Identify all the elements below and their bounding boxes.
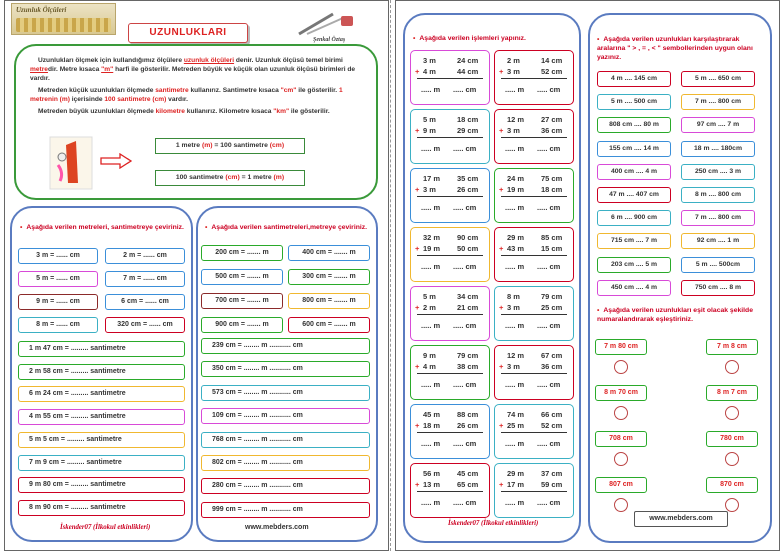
compare-instruction: • Aşağıda verilen uzunlukları karşılaştırarak aralarına " > , = , < " sembollerinden uygun olanı yazınız. <box>597 36 753 61</box>
match-right-item: 8 m 7 cm <box>706 385 758 401</box>
match-right-item: 7 m 8 cm <box>706 339 758 355</box>
cm-to-m-row: 109 cm = ........ m ........... cm <box>201 408 370 424</box>
sum-line <box>417 491 483 492</box>
sum-line <box>501 78 567 79</box>
answer-cm-blank[interactable]: ..... cm <box>453 85 477 94</box>
formula-box-2: 100 santimetre (cm) = 1 metre (m) <box>155 170 305 186</box>
answer-m-blank[interactable]: ..... m <box>421 203 441 212</box>
compare-cell: 6 m .... 900 cm <box>597 210 671 226</box>
plus-sign: + <box>499 421 504 430</box>
operand-b-cm: 26 cm <box>457 421 479 430</box>
operand-b-m: 4 m <box>423 362 436 371</box>
operand-b-m: 9 m <box>423 126 436 135</box>
m-to-cm-row: 7 m 9 cm = ......... santimetre <box>18 455 185 471</box>
operand-a-cm: 79 cm <box>541 292 563 301</box>
operation-box <box>410 286 490 341</box>
sum-line <box>417 432 483 433</box>
operand-a-cm: 27 cm <box>541 115 563 124</box>
sum-line <box>501 255 567 256</box>
operand-b-m: 17 m <box>507 480 525 489</box>
operation-box <box>410 463 490 518</box>
sum-line <box>501 491 567 492</box>
page-title: UZUNLUKLARI <box>128 23 248 43</box>
compare-cell: 808 cm .... 80 m <box>597 117 671 133</box>
operand-b-m: 3 m <box>507 303 520 312</box>
operand-a-m: 8 m <box>507 292 520 301</box>
sum-line <box>417 255 483 256</box>
compare-cell: 203 cm .... 5 m <box>597 257 671 273</box>
operand-b-m: 19 m <box>423 244 441 253</box>
left-footer-author: İskender07 (İlkokul etkinlikleri) <box>60 524 151 531</box>
operand-b-cm: 26 cm <box>457 185 479 194</box>
answer-m-blank[interactable]: ..... m <box>505 85 525 94</box>
operation-box <box>410 227 490 282</box>
operand-a-m: 12 m <box>507 115 525 124</box>
operation-box <box>410 109 490 164</box>
m-to-cm-cell: 9 m = ...... cm <box>18 294 98 310</box>
compare-cell: 97 cm .... 7 m <box>681 117 755 133</box>
match-right-circle[interactable] <box>725 498 739 512</box>
operation-box <box>494 404 574 459</box>
cm-to-m-cell: 800 cm = ....... m <box>288 293 370 309</box>
operand-b-cm: 52 cm <box>541 67 563 76</box>
operand-b-cm: 36 cm <box>541 126 563 135</box>
operand-a-m: 2 m <box>507 56 520 65</box>
operand-a-m: 9 m <box>423 351 436 360</box>
operand-b-m: 19 m <box>507 185 525 194</box>
compare-cell: 7 m .... 800 cm <box>681 94 755 110</box>
operand-b-m: 3 m <box>507 67 520 76</box>
sum-line <box>501 314 567 315</box>
right-footer-author: İskender07 (İlkokul etkinlikleri) <box>448 520 539 527</box>
answer-m-blank[interactable]: ..... m <box>505 262 525 271</box>
compare-cell: 5 m .... 650 cm <box>681 71 755 87</box>
operand-a-m: 45 m <box>423 410 441 419</box>
answer-m-blank[interactable]: ..... m <box>505 498 525 507</box>
m-to-cm-cell: 7 m = ...... cm <box>105 271 185 287</box>
answer-m-blank[interactable]: ..... m <box>421 144 441 153</box>
answer-cm-blank[interactable]: ..... cm <box>537 498 561 507</box>
left-footer-url: www.mebders.com <box>245 524 309 531</box>
operand-b-m: 13 m <box>423 480 441 489</box>
cm-to-m-cell: 200 cm = ....... m <box>201 245 283 261</box>
match-left-item: 807 cm <box>595 477 647 493</box>
sum-line <box>501 196 567 197</box>
compare-cell: 450 cm .... 4 m <box>597 280 671 296</box>
header-caption: Şenkal Öztaş <box>313 37 346 43</box>
plus-sign: + <box>415 480 420 489</box>
m-to-cm-cell: 8 m = ...... cm <box>18 317 98 333</box>
operand-a-cm: 75 cm <box>541 174 563 183</box>
plus-sign: + <box>415 244 420 253</box>
plus-sign: + <box>499 480 504 489</box>
match-left-item: 708 cm <box>595 431 647 447</box>
plus-sign: + <box>499 67 504 76</box>
operation-box <box>494 50 574 105</box>
compare-cell: 400 cm .... 4 m <box>597 164 671 180</box>
operand-b-m: 3 m <box>507 362 520 371</box>
operand-b-cm: 52 cm <box>541 421 563 430</box>
operand-a-cm: 88 cm <box>457 410 479 419</box>
sum-line <box>501 137 567 138</box>
cm-to-m-row: 239 cm = ........ m ........... cm <box>201 338 370 354</box>
answer-m-blank[interactable]: ..... m <box>421 380 441 389</box>
answer-m-blank[interactable]: ..... m <box>505 439 525 448</box>
cm-to-m-row: 999 cm = ........ m ........... cm <box>201 502 370 518</box>
sum-line <box>417 78 483 79</box>
cm-to-m-cell: 700 cm = ....... m <box>201 293 283 309</box>
operand-a-cm: 35 cm <box>457 174 479 183</box>
ruler-one-illustration <box>48 135 94 191</box>
operand-a-m: 29 m <box>507 469 525 478</box>
operand-b-cm: 36 cm <box>541 362 563 371</box>
operand-b-cm: 38 cm <box>457 362 479 371</box>
operand-a-cm: 66 cm <box>541 410 563 419</box>
cm-to-m-cell: 300 cm = ....... m <box>288 269 370 285</box>
operand-a-cm: 85 cm <box>541 233 563 242</box>
plus-sign: + <box>415 67 420 76</box>
cm-to-m-cell: 900 cm = ....... m <box>201 317 283 333</box>
compare-cell: 47 m .... 407 cm <box>597 187 671 203</box>
match-left-circle[interactable] <box>614 498 628 512</box>
answer-m-blank[interactable]: ..... m <box>505 380 525 389</box>
operation-box <box>494 345 574 400</box>
m-to-cm-cell: 320 cm = ...... cm <box>105 317 185 333</box>
compare-cell: 8 m .... 800 cm <box>681 187 755 203</box>
answer-m-blank[interactable]: ..... m <box>505 144 525 153</box>
header-logo <box>11 3 116 35</box>
plus-sign: + <box>499 362 504 371</box>
operand-a-cm: 24 cm <box>457 56 479 65</box>
operation-box <box>494 109 574 164</box>
m-to-cm-row: 5 m 5 cm = ......... santimetre <box>18 432 185 448</box>
operand-a-m: 29 m <box>507 233 525 242</box>
operations-instruction: • Aşağıda verilen işlemleri yapınız. <box>413 35 526 42</box>
answer-cm-blank[interactable]: ..... cm <box>537 85 561 94</box>
operand-b-cm: 44 cm <box>457 67 479 76</box>
plus-sign: + <box>415 421 420 430</box>
sum-line <box>501 373 567 374</box>
match-instruction: • Aşağıda verilen uzunlukları eşit olacak şekilde numaralandırarak eşleştiriniz. <box>597 307 753 323</box>
operand-a-cm: 79 cm <box>457 351 479 360</box>
compare-cell: 18 m .... 180cm <box>681 141 755 157</box>
cm-to-m-row: 280 cm = ........ m ........... cm <box>201 478 370 494</box>
cm-to-meter-instruction: • Aşağıda verilen santimetreleri,metreye çeviriniz. <box>205 224 368 231</box>
operand-a-m: 74 m <box>507 410 525 419</box>
operand-a-m: 17 m <box>423 174 441 183</box>
answer-cm-blank[interactable]: ..... cm <box>453 439 477 448</box>
cm-to-m-row: 768 cm = ........ m ........... cm <box>201 432 370 448</box>
answer-cm-blank[interactable]: ..... cm <box>453 203 477 212</box>
plus-sign: + <box>415 303 420 312</box>
answer-cm-blank[interactable]: ..... cm <box>453 498 477 507</box>
cm-to-m-cell: 500 cm = ....... m <box>201 269 283 285</box>
cm-to-m-row: 573 cm = ........ m ........... cm <box>201 385 370 401</box>
compare-cell: 715 cm .... 7 m <box>597 233 671 249</box>
sum-line <box>417 196 483 197</box>
compare-cell: 5 m .... 500cm <box>681 257 755 273</box>
operand-b-cm: 29 cm <box>457 126 479 135</box>
answer-m-blank[interactable]: ..... m <box>421 498 441 507</box>
cm-to-m-cell: 400 cm = ....... m <box>288 245 370 261</box>
plus-sign: + <box>415 362 420 371</box>
plus-sign: + <box>499 126 504 135</box>
arrow-icon <box>100 153 132 169</box>
answer-m-blank[interactable]: ..... m <box>421 439 441 448</box>
plus-sign: + <box>415 185 420 194</box>
m-to-cm-row: 1 m 47 cm = ......... santimetre <box>18 341 185 357</box>
answer-m-blank[interactable]: ..... m <box>505 203 525 212</box>
compare-cell: 155 cm .... 14 m <box>597 141 671 157</box>
intro-paragraph-2: Metreden küçük uzunlukları ölçmede santimetre kullanırız. Santimetre kısaca "cm" ile gösterilir. 1 metrenin (m) içerisinde 100 santimetre (cm) vardır. <box>30 87 343 103</box>
operand-b-m: 2 m <box>423 303 436 312</box>
compare-cell: 5 m .... 500 cm <box>597 94 671 110</box>
meter-to-cm-instruction: • Aşağıda verilen metreleri, santimetreye çeviriniz. <box>20 224 184 231</box>
operation-box <box>410 168 490 223</box>
cm-to-m-row: 802 cm = ........ m ........... cm <box>201 455 370 471</box>
sum-line <box>417 314 483 315</box>
m-to-cm-row: 2 m 58 cm = ......... santimetre <box>18 364 185 380</box>
match-left-item: 8 m 70 cm <box>595 385 647 401</box>
answer-cm-blank[interactable]: ..... cm <box>453 144 477 153</box>
answer-cm-blank[interactable]: ..... cm <box>453 321 477 330</box>
answer-m-blank[interactable]: ..... m <box>505 321 525 330</box>
m-to-cm-cell: 6 cm = ...... cm <box>105 294 185 310</box>
answer-cm-blank[interactable]: ..... cm <box>537 380 561 389</box>
compare-cell: 750 cm .... 8 m <box>681 280 755 296</box>
operation-box <box>494 463 574 518</box>
operand-b-m: 18 m <box>423 421 441 430</box>
answer-cm-blank[interactable]: ..... cm <box>453 380 477 389</box>
match-right-circle[interactable] <box>725 452 739 466</box>
sum-line <box>417 137 483 138</box>
operand-a-m: 3 m <box>423 56 436 65</box>
intro-paragraph-3: Metreden büyük uzunlukları ölçmede kilometre kullanırız. Kilometre kısaca "km" ile gösterilir. <box>38 108 330 115</box>
operation-box <box>410 404 490 459</box>
m-to-cm-cell: 3 m = ...... cm <box>18 248 98 264</box>
match-right-circle[interactable] <box>725 406 739 420</box>
cm-to-m-cell: 600 cm = ....... m <box>288 317 370 333</box>
sum-line <box>501 432 567 433</box>
operation-box <box>410 50 490 105</box>
answer-cm-blank[interactable]: ..... cm <box>537 439 561 448</box>
operand-b-m: 25 m <box>507 421 525 430</box>
operation-box <box>410 345 490 400</box>
ruler-illustration <box>295 12 355 36</box>
operand-b-m: 3 m <box>423 185 436 194</box>
match-right-item: 870 cm <box>706 477 758 493</box>
operand-b-m: 3 m <box>507 126 520 135</box>
m-to-cm-row: 4 m 55 cm = ......... santimetre <box>18 409 185 425</box>
answer-cm-blank[interactable]: ..... cm <box>537 321 561 330</box>
operand-a-m: 32 m <box>423 233 441 242</box>
operand-a-m: 24 m <box>507 174 525 183</box>
operand-b-cm: 65 cm <box>457 480 479 489</box>
compare-cell: 250 cm .... 3 m <box>681 164 755 180</box>
m-to-cm-cell: 2 m = ...... cm <box>105 248 185 264</box>
m-to-cm-row: 6 m 24 cm = ......... santimetre <box>18 386 185 402</box>
operand-b-cm: 50 cm <box>457 244 479 253</box>
answer-m-blank[interactable]: ..... m <box>421 262 441 271</box>
match-left-circle[interactable] <box>614 406 628 420</box>
operand-b-m: 4 m <box>423 67 436 76</box>
answer-m-blank[interactable]: ..... m <box>421 85 441 94</box>
operand-a-cm: 45 cm <box>457 469 479 478</box>
match-left-item: 7 m 80 cm <box>595 339 647 355</box>
cm-to-m-row: 350 cm = ........ m ........... cm <box>201 361 370 377</box>
plus-sign: + <box>415 126 420 135</box>
m-to-cm-row: 8 m 90 cm = ......... santimetre <box>18 500 185 516</box>
operation-box <box>494 227 574 282</box>
operand-a-m: 56 m <box>423 469 441 478</box>
answer-cm-blank[interactable]: ..... cm <box>537 262 561 271</box>
answer-m-blank[interactable]: ..... m <box>421 321 441 330</box>
match-right-circle[interactable] <box>725 360 739 374</box>
operand-b-cm: 21 cm <box>457 303 479 312</box>
operand-b-cm: 25 cm <box>541 303 563 312</box>
plus-sign: + <box>499 244 504 253</box>
plus-sign: + <box>499 303 504 312</box>
answer-cm-blank[interactable]: ..... cm <box>537 144 561 153</box>
operand-a-cm: 18 cm <box>457 115 479 124</box>
logo-text: Uzunluk Ölçüleri <box>16 6 67 14</box>
operation-box <box>494 286 574 341</box>
operand-a-cm: 90 cm <box>457 233 479 242</box>
answer-cm-blank[interactable]: ..... cm <box>537 203 561 212</box>
operand-a-cm: 67 cm <box>541 351 563 360</box>
operand-b-m: 43 m <box>507 244 525 253</box>
operand-a-m: 5 m <box>423 292 436 301</box>
formula-box-1: 1 metre (m) = 100 santimetre (cm) <box>155 138 305 154</box>
compare-cell: 7 m .... 800 cm <box>681 210 755 226</box>
operand-a-cm: 37 cm <box>541 469 563 478</box>
right-footer-url: www.mebders.com <box>634 511 728 527</box>
match-right-item: 780 cm <box>706 431 758 447</box>
operand-b-cm: 59 cm <box>541 480 563 489</box>
match-left-circle[interactable] <box>614 452 628 466</box>
answer-cm-blank[interactable]: ..... cm <box>453 262 477 271</box>
operand-a-cm: 14 cm <box>541 56 563 65</box>
page-divider <box>390 0 391 551</box>
operand-a-m: 12 m <box>507 351 525 360</box>
plus-sign: + <box>499 185 504 194</box>
sum-line <box>417 373 483 374</box>
compare-cell: 4 m .... 145 cm <box>597 71 671 87</box>
compare-cell: 92 cm .... 1 m <box>681 233 755 249</box>
operand-a-m: 5 m <box>423 115 436 124</box>
operand-b-cm: 18 cm <box>541 185 563 194</box>
operation-box <box>494 168 574 223</box>
intro-paragraph-1: Uzunlukları ölçmek için kullandığımız ölçülere uzunluk ölçüleri denir. Uzunluk ölçüsü temel birimi metredir. Metre kısaca "m" harfi ile gösterilir. Metreden büyük ve küçük olan uzunluk ölçüsü birimleri de vardır. <box>30 57 356 82</box>
m-to-cm-cell: 5 m = ...... cm <box>18 271 98 287</box>
m-to-cm-row: 9 m 80 cm = ......... santimetre <box>18 477 185 493</box>
operand-b-cm: 15 cm <box>541 244 563 253</box>
match-left-circle[interactable] <box>614 360 628 374</box>
operand-a-cm: 34 cm <box>457 292 479 301</box>
